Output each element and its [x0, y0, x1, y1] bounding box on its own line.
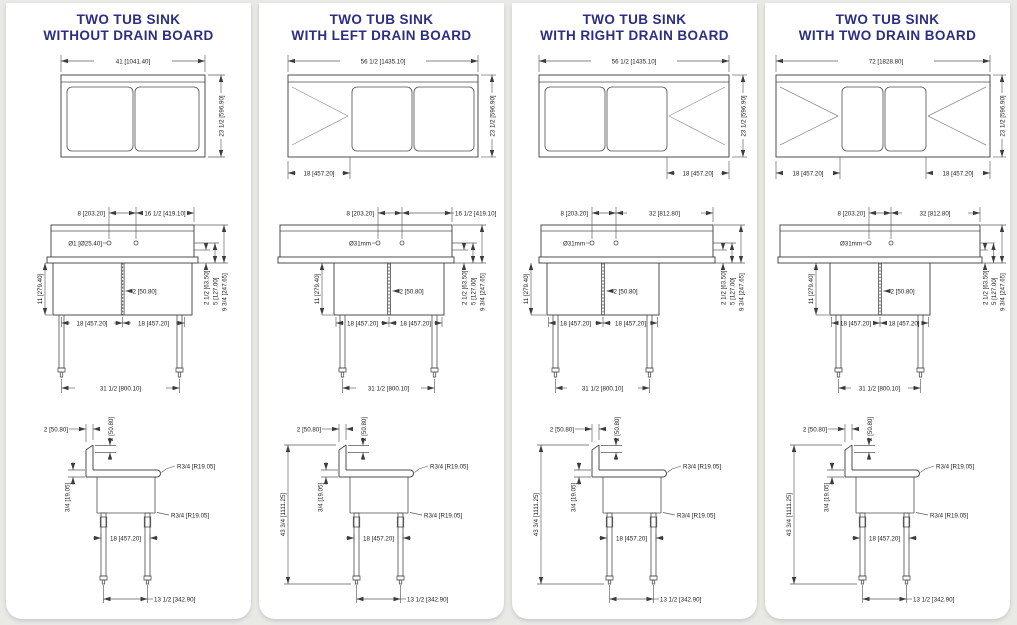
- dim-counter-lip: 2 1/2 [63.50]: [461, 270, 468, 305]
- dim-left-tub-width: 18 [457.20]: [76, 320, 107, 328]
- dim-faucet-hole-spacing: 8 [203.20]: [836, 210, 865, 218]
- panel-without-drain-board: [6, 3, 251, 619]
- dim-overall-height: 43 3/4 [1111.25]: [532, 492, 540, 537]
- dim-leg-spacing: 18 [457.20]: [362, 535, 394, 543]
- sink-top-outline: [776, 75, 990, 157]
- dim-left-tub-width: 18 [457.20]: [839, 320, 871, 328]
- panel-title-line2: WITH TWO DRAIN BOARD: [798, 28, 977, 44]
- dim-leg-spacing: 18 [457.20]: [868, 535, 900, 543]
- dim-leg-spread: 31 1/2 [800.10]: [367, 385, 409, 393]
- dim-top-section-height: 9 3/4 [247.65]: [479, 273, 486, 311]
- dim-center-divider: 2 [50.80]: [399, 288, 424, 296]
- dim-foot-spread: 13 1/2 [342.90]: [912, 596, 954, 604]
- dim-splash-cap: 2 [50.80]: [360, 416, 368, 441]
- sink-top-outline: [61, 75, 205, 157]
- dim-splash-thickness: 2 [50.80]: [802, 426, 827, 434]
- dim-overall-width: 41 [1041.40]: [115, 58, 150, 66]
- dim-backsplash-height: 5 [127.00]: [990, 277, 998, 305]
- sink-top-outline: [288, 75, 478, 157]
- dim-tub-depth: 11 [279.40]: [36, 273, 44, 305]
- dim-bottom-radius: R3/4 [R19.05]: [423, 512, 462, 520]
- dim-tub-depth: 11 [279.40]: [522, 273, 530, 305]
- dim-tub-depth: 11 [279.40]: [313, 273, 321, 305]
- dim-overall-depth: 23 1/2 [596.90]: [998, 95, 1006, 137]
- side-view-drawing: [262, 398, 502, 616]
- dim-drainboard-right-width: 18 [457.20]: [942, 170, 973, 178]
- dim-top-section-height: 9 3/4 [247.65]: [738, 273, 745, 311]
- dim-right-tub-width: 18 [457.20]: [614, 320, 646, 328]
- dim-top-radius: R3/4 [R19.05]: [935, 463, 974, 471]
- panel-two-drain-board: [765, 3, 1010, 619]
- front-view-dimensions: [523, 207, 746, 393]
- dim-splash-cap: 2 [50.80]: [613, 416, 621, 441]
- panel-title-line1: TWO TUB SINK: [582, 12, 687, 27]
- dim-drainboard-width: 18 [457.20]: [303, 170, 334, 178]
- sink-top-outline: [539, 75, 729, 157]
- dim-right-tub-width: 18 [457.20]: [399, 320, 431, 328]
- dim-top-radius: R3/4 [R19.05]: [682, 463, 721, 471]
- front-view-drawing: [262, 193, 502, 398]
- dim-faucet-hole-spacing: 8 [203.20]: [345, 210, 374, 218]
- front-view-dimensions: [314, 207, 497, 393]
- panel-title-line1: TWO TUB SINK: [835, 12, 940, 27]
- dim-left-tub-width: 18 [457.20]: [559, 320, 591, 328]
- dim-faucet-to-edge: 16 1/2 [419.10]: [143, 210, 186, 218]
- sink-side-outline: [339, 445, 414, 584]
- dim-overall-width: 72 [1828.80]: [868, 58, 903, 66]
- dim-center-divider: 2 [50.80]: [132, 288, 157, 296]
- dim-backsplash-height: 5 [127.00]: [729, 277, 736, 305]
- dim-foot-spread: 13 1/2 [342.90]: [659, 596, 701, 604]
- dim-splash-thickness: 2 [50.80]: [549, 426, 574, 434]
- dim-top-radius: R3/4 [R19.05]: [176, 463, 215, 471]
- dim-left-tub-width: 18 [457.20]: [346, 320, 378, 328]
- dim-backsplash-height: 5 [127.00]: [212, 277, 219, 305]
- dim-faucet-hole-dia: Ø1 [Ø25.40]: [67, 240, 102, 248]
- dim-faucet-hole-dia: Ø31mm: [562, 240, 585, 248]
- dim-center-divider: 2 [50.80]: [613, 288, 638, 296]
- front-view-drawing: [768, 193, 1008, 398]
- panel-title-line2: WITH RIGHT DRAIN BOARD: [540, 28, 729, 44]
- dim-foot-spread: 13 1/2 [342.90]: [406, 596, 448, 604]
- front-view-dimensions: [808, 207, 1006, 393]
- dim-leg-spread: 31 1/2 [800.10]: [858, 385, 900, 393]
- panel-title-line1: TWO TUB SINK: [329, 12, 434, 27]
- dim-center-divider: 2 [50.80]: [890, 288, 915, 296]
- dim-foot-spread: 13 1/2 [342.90]: [153, 596, 195, 604]
- dim-top-section-height: 9 3/4 [247.65]: [221, 273, 228, 311]
- panel-title-line2: WITHOUT DRAIN BOARD: [43, 28, 214, 44]
- dim-overall-width: 56 1/2 [1435.10]: [360, 58, 405, 66]
- front-view-drawing: [9, 193, 249, 398]
- dim-right-tub-width: 18 [457.20]: [137, 320, 169, 328]
- dim-tub-depth: 11 [279.40]: [807, 273, 815, 305]
- dim-counter-lip: 2 1/2 [63.50]: [982, 270, 989, 305]
- dim-counter-lip: 2 1/2 [63.50]: [203, 270, 210, 305]
- panel-title: [512, 12, 757, 45]
- dim-faucet-hole-dia: Ø31mm: [348, 240, 371, 248]
- side-view-dimensions: [532, 417, 721, 604]
- dim-faucet-hole-spacing: 8 [203.20]: [76, 210, 105, 218]
- panel-left-drain-board: [259, 3, 504, 619]
- panel-title: [765, 12, 1010, 45]
- dim-splash-thickness: 2 [50.80]: [43, 426, 68, 434]
- dim-leg-spread: 31 1/2 [800.10]: [99, 385, 141, 393]
- dim-edge-height: 3/4 [19.05]: [823, 482, 830, 512]
- top-view-drawing: [262, 45, 502, 193]
- dim-overall-height: 43 3/4 [1111.25]: [279, 492, 287, 537]
- front-view-dimensions: [37, 207, 229, 393]
- sink-side-outline: [86, 445, 161, 584]
- dim-drainboard-width: 18 [457.20]: [682, 170, 713, 178]
- top-view-dimensions: [288, 55, 497, 179]
- sink-side-outline: [592, 445, 667, 584]
- dim-counter-lip: 2 1/2 [63.50]: [720, 270, 727, 305]
- dim-edge-height: 3/4 [19.05]: [64, 482, 71, 512]
- dim-overall-depth: 23 1/2 [596.90]: [489, 95, 496, 137]
- dim-leg-spacing: 18 [457.20]: [109, 535, 141, 543]
- top-view-dimensions: [539, 55, 748, 179]
- dim-overall-depth: 23 1/2 [596.90]: [218, 95, 225, 137]
- dim-drainboard-left-width: 18 [457.20]: [792, 170, 823, 178]
- side-view-dimensions: [279, 417, 468, 604]
- dim-faucet-to-edge: 32 [812.80]: [919, 210, 950, 218]
- side-view-dimensions: [785, 417, 974, 604]
- dim-top-radius: R3/4 [R19.05]: [429, 463, 468, 471]
- side-view-dimensions: [43, 417, 215, 604]
- top-view-drawing: [9, 45, 249, 193]
- dim-right-tub-width: 18 [457.20]: [888, 320, 919, 328]
- front-view-drawing: [515, 193, 755, 398]
- dim-leg-spread: 31 1/2 [800.10]: [581, 385, 623, 393]
- sink-front-outline: [539, 225, 715, 377]
- dim-faucet-to-edge: 16 1/2 [419.10]: [454, 210, 496, 218]
- dim-edge-height: 3/4 [19.05]: [570, 482, 577, 512]
- side-view-drawing: [9, 398, 249, 616]
- panel-title-line1: TWO TUB SINK: [76, 12, 181, 27]
- dim-leg-spacing: 18 [457.20]: [615, 535, 647, 543]
- dim-top-section-height: 9 3/4 [247.65]: [998, 273, 1006, 311]
- dim-overall-height: 43 3/4 [1111.25]: [785, 492, 793, 537]
- dim-bottom-radius: R3/4 [R19.05]: [676, 512, 715, 520]
- sink-front-outline: [278, 225, 454, 377]
- dim-splash-cap: 2 [50.80]: [866, 416, 874, 441]
- panel-title-line2: WITH LEFT DRAIN BOARD: [291, 28, 472, 44]
- dim-faucet-hole-spacing: 8 [203.20]: [559, 210, 588, 218]
- dim-splash-cap: 2 [50.80]: [107, 416, 115, 441]
- dim-backsplash-height: 5 [127.00]: [470, 277, 477, 305]
- top-view-drawing: [515, 45, 755, 193]
- dim-splash-thickness: 2 [50.80]: [296, 426, 321, 434]
- dim-bottom-radius: R3/4 [R19.05]: [170, 512, 209, 520]
- sink-side-outline: [845, 445, 920, 584]
- panel-right-drain-board: [512, 3, 757, 619]
- dim-edge-height: 3/4 [19.05]: [317, 482, 324, 512]
- side-view-drawing: [515, 398, 755, 616]
- top-view-dimensions: [776, 55, 1006, 179]
- dim-faucet-hole-dia: Ø31mm: [839, 240, 862, 248]
- top-view-drawing: [768, 45, 1008, 193]
- panel-title: [6, 12, 251, 45]
- sink-front-outline: [47, 225, 198, 377]
- panel-title: [259, 12, 504, 45]
- top-view-dimensions: [61, 55, 226, 157]
- side-view-drawing: [768, 398, 1008, 616]
- dim-bottom-radius: R3/4 [R19.05]: [929, 512, 968, 520]
- dim-faucet-to-edge: 32 [812.80]: [648, 210, 680, 218]
- dim-overall-depth: 23 1/2 [596.90]: [740, 95, 747, 137]
- dim-overall-width: 56 1/2 [1435.10]: [611, 58, 656, 66]
